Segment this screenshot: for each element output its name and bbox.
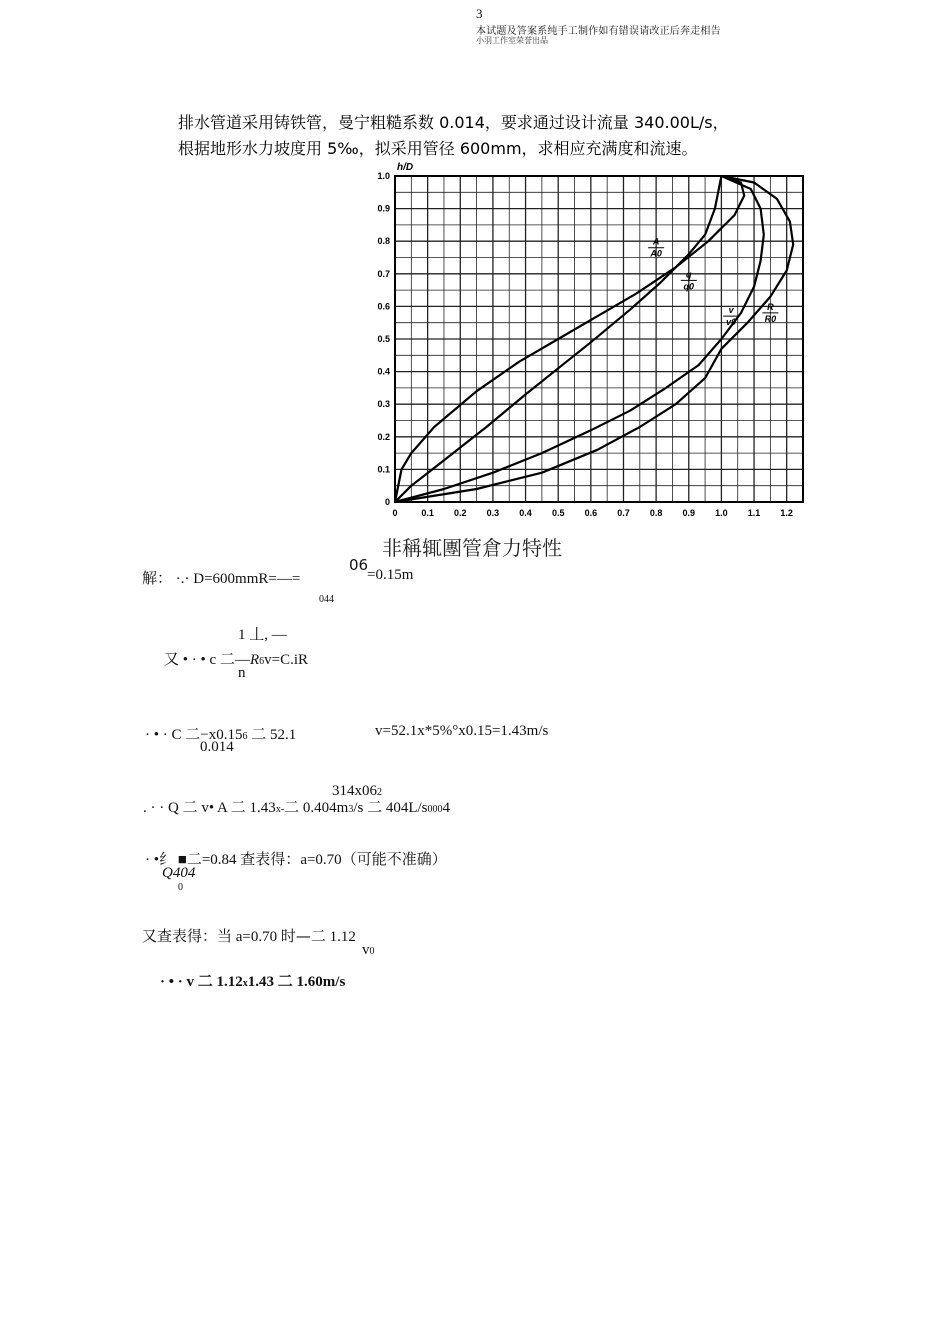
y-tick-label: 0.5: [377, 334, 390, 344]
solution-formula: 二: [284, 800, 300, 816]
solution-formula: v 二 1.12: [186, 974, 243, 990]
x-tick-label: 0: [392, 508, 398, 518]
series-label-numerator: q: [686, 269, 692, 280]
solution-dots: · • ·: [160, 974, 183, 990]
series-label: [762, 302, 778, 324]
solution-sub: 0: [178, 882, 183, 893]
y-tick-label: 0.9: [377, 203, 390, 214]
y-tick-label: 0.1: [377, 464, 390, 475]
x-tick-label: 0.8: [649, 508, 663, 518]
solution-line-2: [164, 648, 308, 669]
hydraulic-chart: [360, 156, 830, 526]
solution-sub: 2: [377, 787, 382, 798]
y-tick-label: 0.3: [377, 399, 390, 410]
solution-denominator: 0.014: [200, 739, 234, 755]
chart-ticks: [377, 171, 792, 518]
solution-result: 1.43 二 1.60m/s: [247, 974, 346, 990]
header-credit: 小羽工作室荣誉出品: [476, 36, 548, 45]
header-note: 本试题及答案系纯手工制作如有错误请改正后奔走相告: [476, 26, 721, 37]
y-tick-label: 0: [384, 497, 390, 507]
solution-prefix: 解：: [142, 569, 173, 587]
page-number: 3: [476, 6, 483, 21]
x-tick-label: 0.9: [682, 508, 696, 518]
solution-dots: · • ·: [145, 727, 168, 743]
y-tick-label: 0.6: [377, 301, 390, 312]
solution-result: 二 52.1: [251, 727, 297, 743]
series-label-numerator: R: [767, 301, 774, 312]
solution-line-4: [143, 796, 450, 817]
series-label-denominator: q0: [683, 281, 695, 292]
series-label-numerator: v: [728, 305, 734, 316]
solution-symbol: 纟: [159, 850, 175, 868]
x-tick-label: 0.5: [551, 508, 565, 518]
solution-line-2-top: 1 丄, —: [238, 627, 287, 643]
solution-sub: 6: [242, 731, 248, 742]
chart-grid: [395, 176, 803, 502]
y-axis-label: h/D: [397, 162, 414, 173]
series-label: [681, 269, 697, 291]
solution-dots: • · •: [182, 652, 206, 668]
series-label-denominator: v0: [726, 317, 737, 328]
solution-symbol: R: [249, 652, 260, 668]
solution-result: /s 二 404L/s: [353, 800, 428, 816]
solution-line-6: [142, 925, 356, 946]
chart-caption: 非稱辄團管倉力特性: [382, 538, 562, 560]
solution-dots: · •: [145, 852, 159, 868]
solution-result: =0.15m: [367, 567, 414, 583]
series-label-denominator: R0: [764, 313, 777, 324]
x-tick-label: 0.3: [486, 508, 500, 518]
solution-lookup: 又查表得：当: [142, 927, 233, 945]
solution-bullet: •: [208, 800, 215, 816]
solution-sub: x: [242, 978, 248, 989]
solution-line-5-bottom: [162, 865, 195, 882]
solution-result: 4: [442, 800, 451, 816]
solution-denominator: v: [362, 942, 370, 958]
solution-dots: . · ·: [143, 800, 165, 816]
series-label-denominator: A0: [650, 248, 662, 259]
solution-formula: v=C.iR: [264, 652, 308, 668]
series-label: [723, 305, 739, 327]
x-tick-label: 0.2: [454, 508, 467, 518]
solution-formula: A 二 1.43: [217, 800, 276, 816]
solution-result: a=0.70: [300, 852, 342, 868]
solution-sub: 044: [319, 594, 334, 605]
solution-formula: −x0.15: [200, 727, 243, 743]
solution-formula: 二=0.84: [186, 852, 237, 868]
series-label-numerator: A: [652, 236, 660, 247]
solution-formula: D=600mmR=—=: [193, 571, 301, 587]
x-tick-label: 1.0: [715, 508, 728, 518]
solution-denominator: Q404: [162, 865, 196, 881]
y-tick-label: 0.7: [377, 268, 390, 279]
solution-numerator: 314x06: [332, 783, 377, 799]
solution-line-2-bottom: n: [238, 665, 246, 681]
solution-line-7: [160, 970, 345, 991]
solution-block: ■: [177, 852, 187, 868]
y-tick-label: 1.0: [377, 171, 390, 181]
problem-line-1: 排水管道采用铸铁管，曼宁粗糙系数 0.014，要求通过设计流量 340.00L/s，: [178, 113, 729, 132]
solution-sub: 6: [259, 656, 265, 667]
solution-formula: c 二—: [209, 652, 250, 668]
x-tick-label: 1.1: [747, 508, 761, 518]
solution-formula: Q 二 v: [168, 800, 209, 816]
series-label: [648, 237, 664, 259]
solution-sub: x-: [275, 804, 285, 815]
y-tick-label: 0.2: [377, 431, 390, 442]
x-tick-label: 0.1: [421, 508, 434, 518]
solution-formula: a=0.70: [235, 929, 278, 945]
x-tick-label: 1.2: [780, 508, 793, 518]
y-tick-label: 0.8: [377, 236, 390, 247]
solution-note: （可能不准确）: [341, 850, 447, 868]
solution-sub: 000: [427, 804, 443, 815]
solution-prefix: 又: [164, 650, 180, 668]
solution-sub: 3: [348, 804, 354, 815]
solution-sub: 0: [369, 946, 375, 957]
x-tick-label: 0.4: [519, 508, 532, 518]
problem-line-2: 根据地形水力坡度用 5‰，拟采用管径 600mm，求相应充满度和流速。: [178, 139, 698, 158]
solution-sup: 06: [349, 556, 369, 574]
solution-result: 0.404m: [302, 800, 349, 816]
solution-lookup: 查表得：: [240, 850, 301, 868]
y-tick-label: 0.4: [377, 366, 390, 377]
solution-lookup: 时—二: [280, 927, 326, 945]
solution-dots: ·.·: [175, 571, 190, 587]
solution-formula: C 二: [171, 727, 201, 743]
velocity-formula: v=52.1x*5%°x0.15=1.43m/s: [375, 723, 549, 739]
solution-line-6-bottom: [362, 942, 375, 959]
solution-line-1: [142, 567, 300, 588]
x-tick-label: 0.6: [584, 508, 598, 518]
x-tick-label: 0.7: [617, 508, 630, 518]
solution-result: 1.12: [329, 929, 356, 945]
solution-denominator: [319, 591, 334, 607]
